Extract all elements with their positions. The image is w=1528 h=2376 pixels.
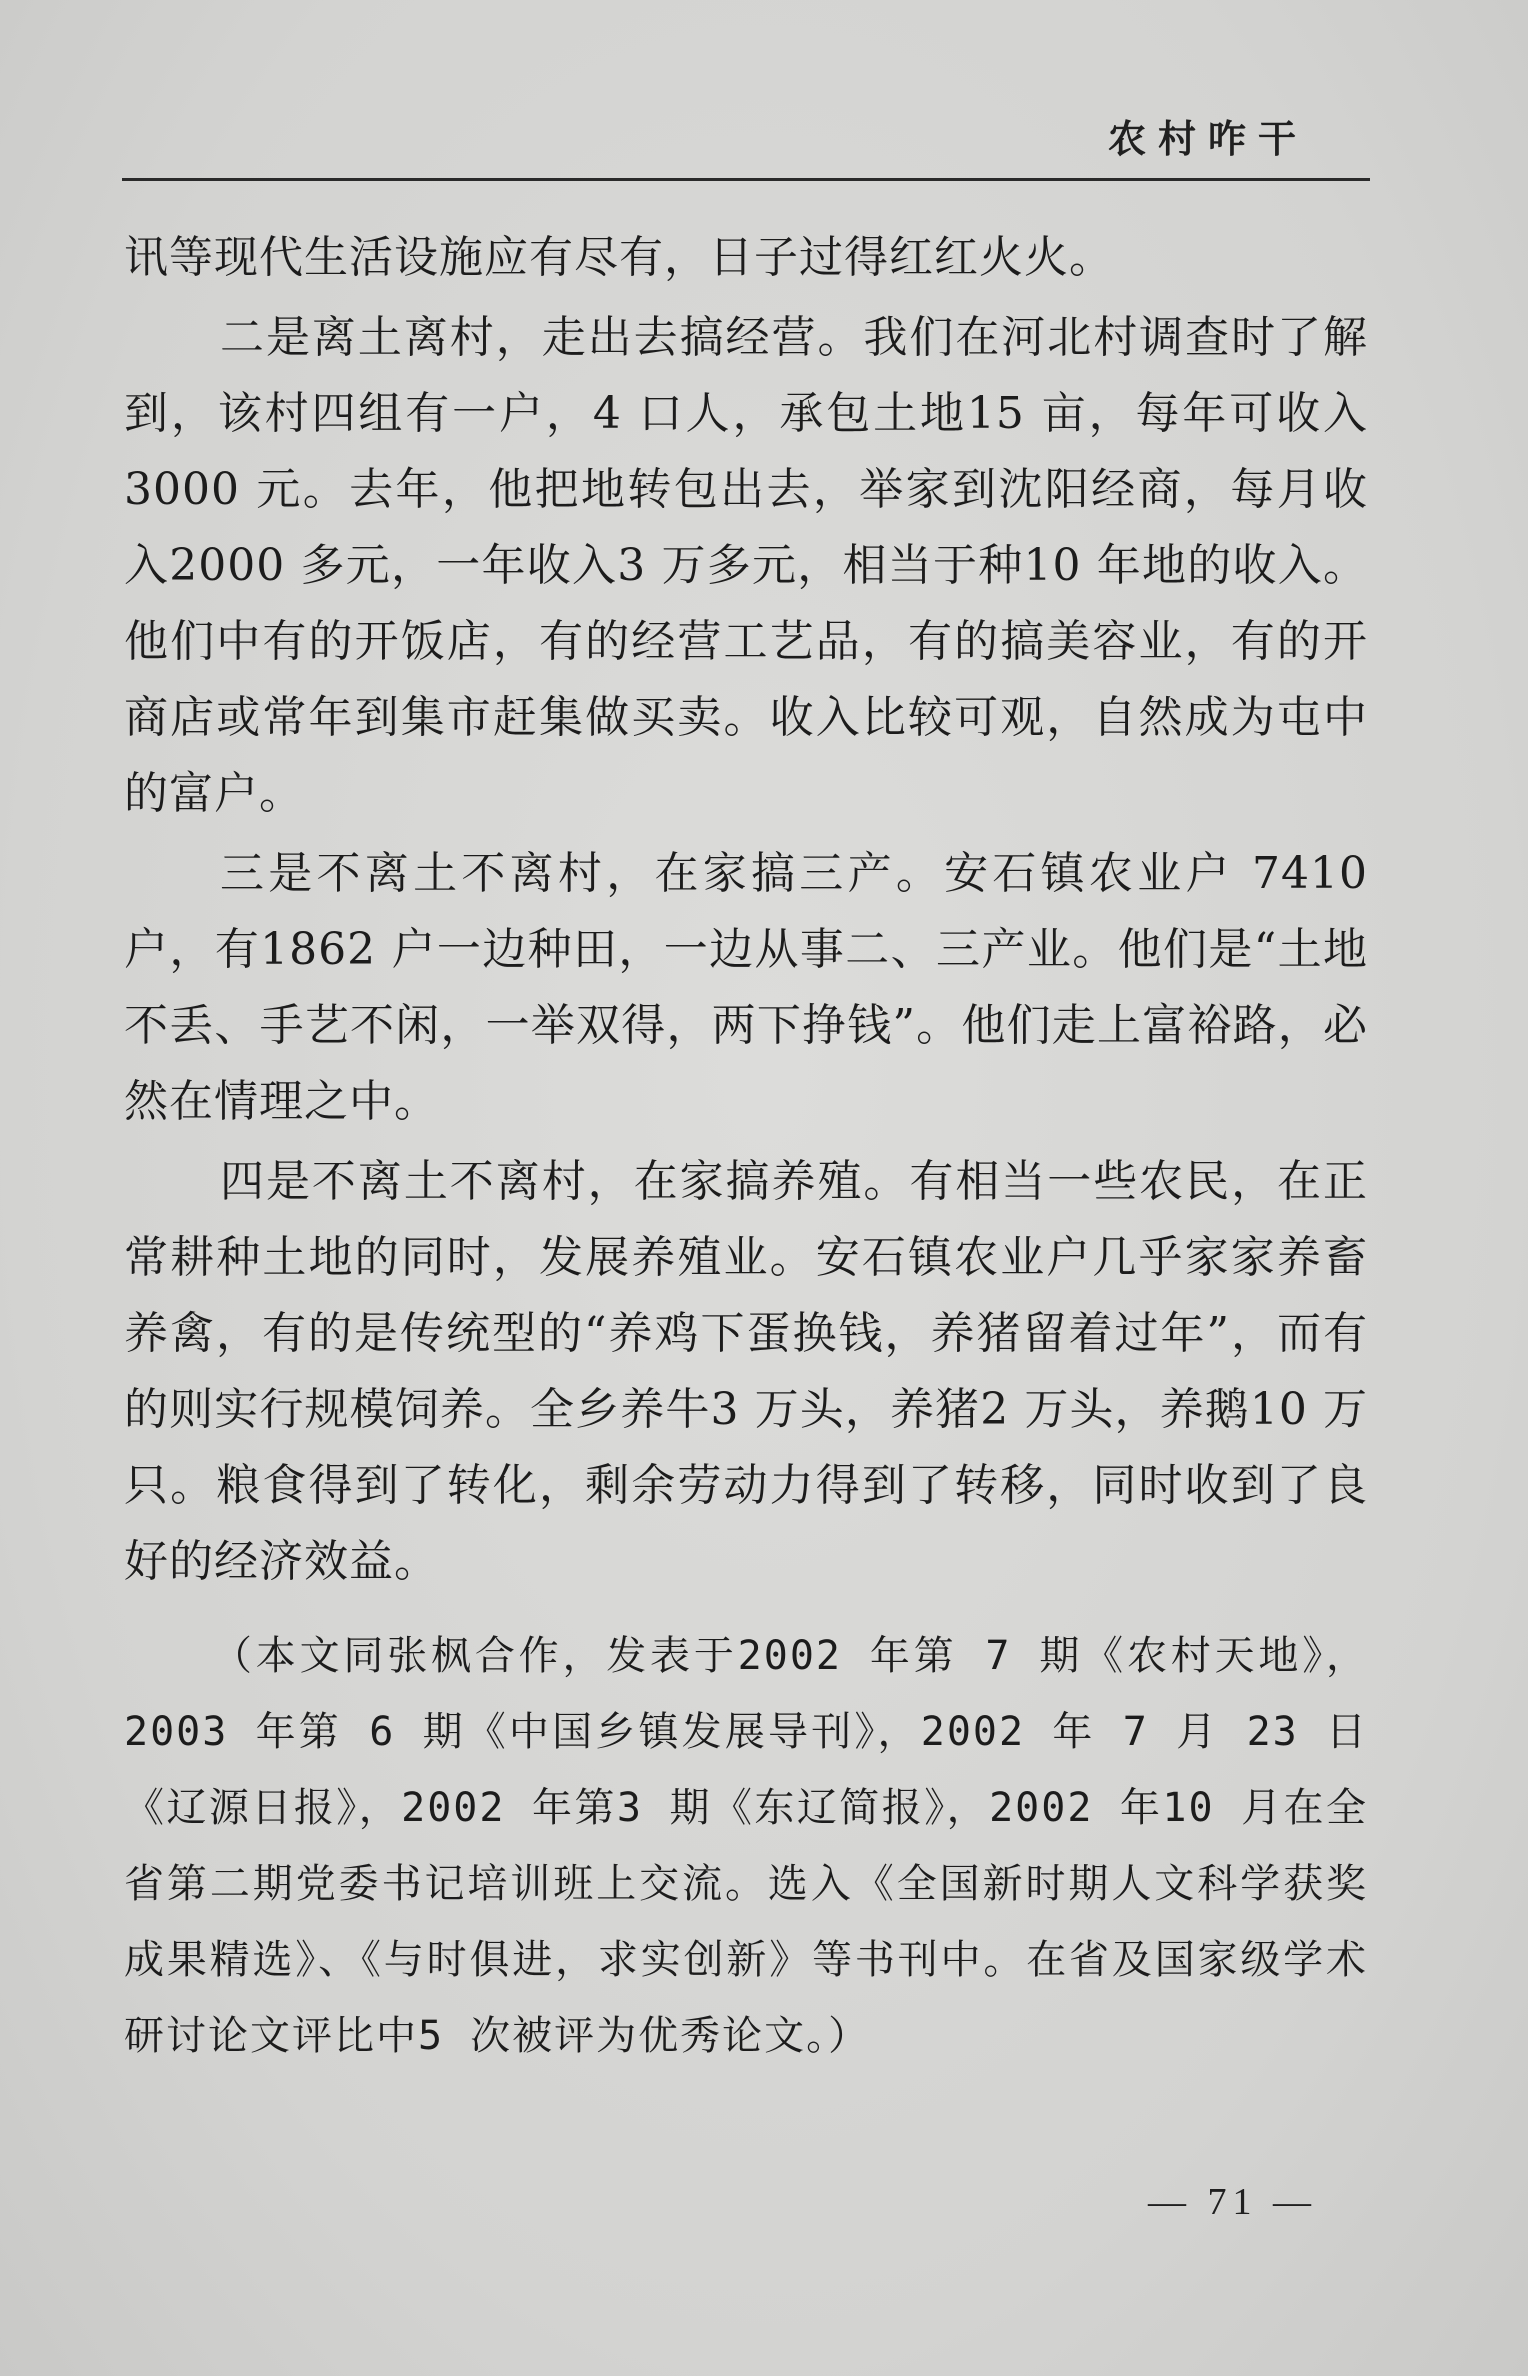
paragraph-point-four: 四是不离土不离村，在家搞养殖。有相当一些农民，在正常耕种土地的同时，发展养殖业。安石镇农业户几乎家家养畜养禽，有的是传统型的“养鸡下蛋换钱，养猪留着过年”，而有的则实行规模饲养。全乡养牛3 万头，养猪2 万头，养鹅10 万只。粮食得到了转化，剩余劳动力得到了转移，同时收到了良好的经济效益。 — [124, 1156, 1368, 1587]
paragraph-continuation: 讯等现代生活设施应有尽有，日子过得红红火火。 — [124, 232, 1114, 283]
paragraph-point-three: 三是不离土不离村，在家搞三产。安石镇农业户 7410户，有1862 户一边种田，一边从事二、三产业。他们是“土地不丢、手艺不闲，一举双得，两下挣钱”。他们走上富裕路，必然在情理之中。 — [124, 848, 1368, 1127]
page-number: — 71 — — [1148, 2181, 1317, 2223]
publication-note: （本文同张枫合作，发表于2002 年第 7 期《农村天地》，2003 年第 6 期《中国乡镇发展导刊》，2002 年 7 月 23 日《辽源日报》，2002 年第3 期《东辽简报》，2002 年10 月在全省第二期党委书记培训班上交流。选入《全国新时期人文科学获奖成果精选》、《与时俱进，求实创新》等书刊中。在省及国家级学术研讨论文评比中5 次被评为优秀论文。） — [124, 1633, 1368, 2059]
paragraph-point-two: 二是离土离村，走出去搞经营。我们在河北村调查时了解到，该村四组有一户，4 口人，承包土地15 亩，每年可收入3000 元。去年，他把地转包出去，举家到沈阳经商，每月收入2000 多元，一年收入3 万多元，相当于种10 年地的收入。他们中有的开饭店，有的经营工艺品，有的搞美容业，有的开商店或常年到集市赶集做买卖。收入比较可观，自然成为屯中的富户。 — [124, 312, 1368, 819]
body-text — [124, 220, 1368, 2074]
header-rule — [122, 178, 1370, 181]
running-head-title: 农村咋干 — [1108, 117, 1309, 161]
